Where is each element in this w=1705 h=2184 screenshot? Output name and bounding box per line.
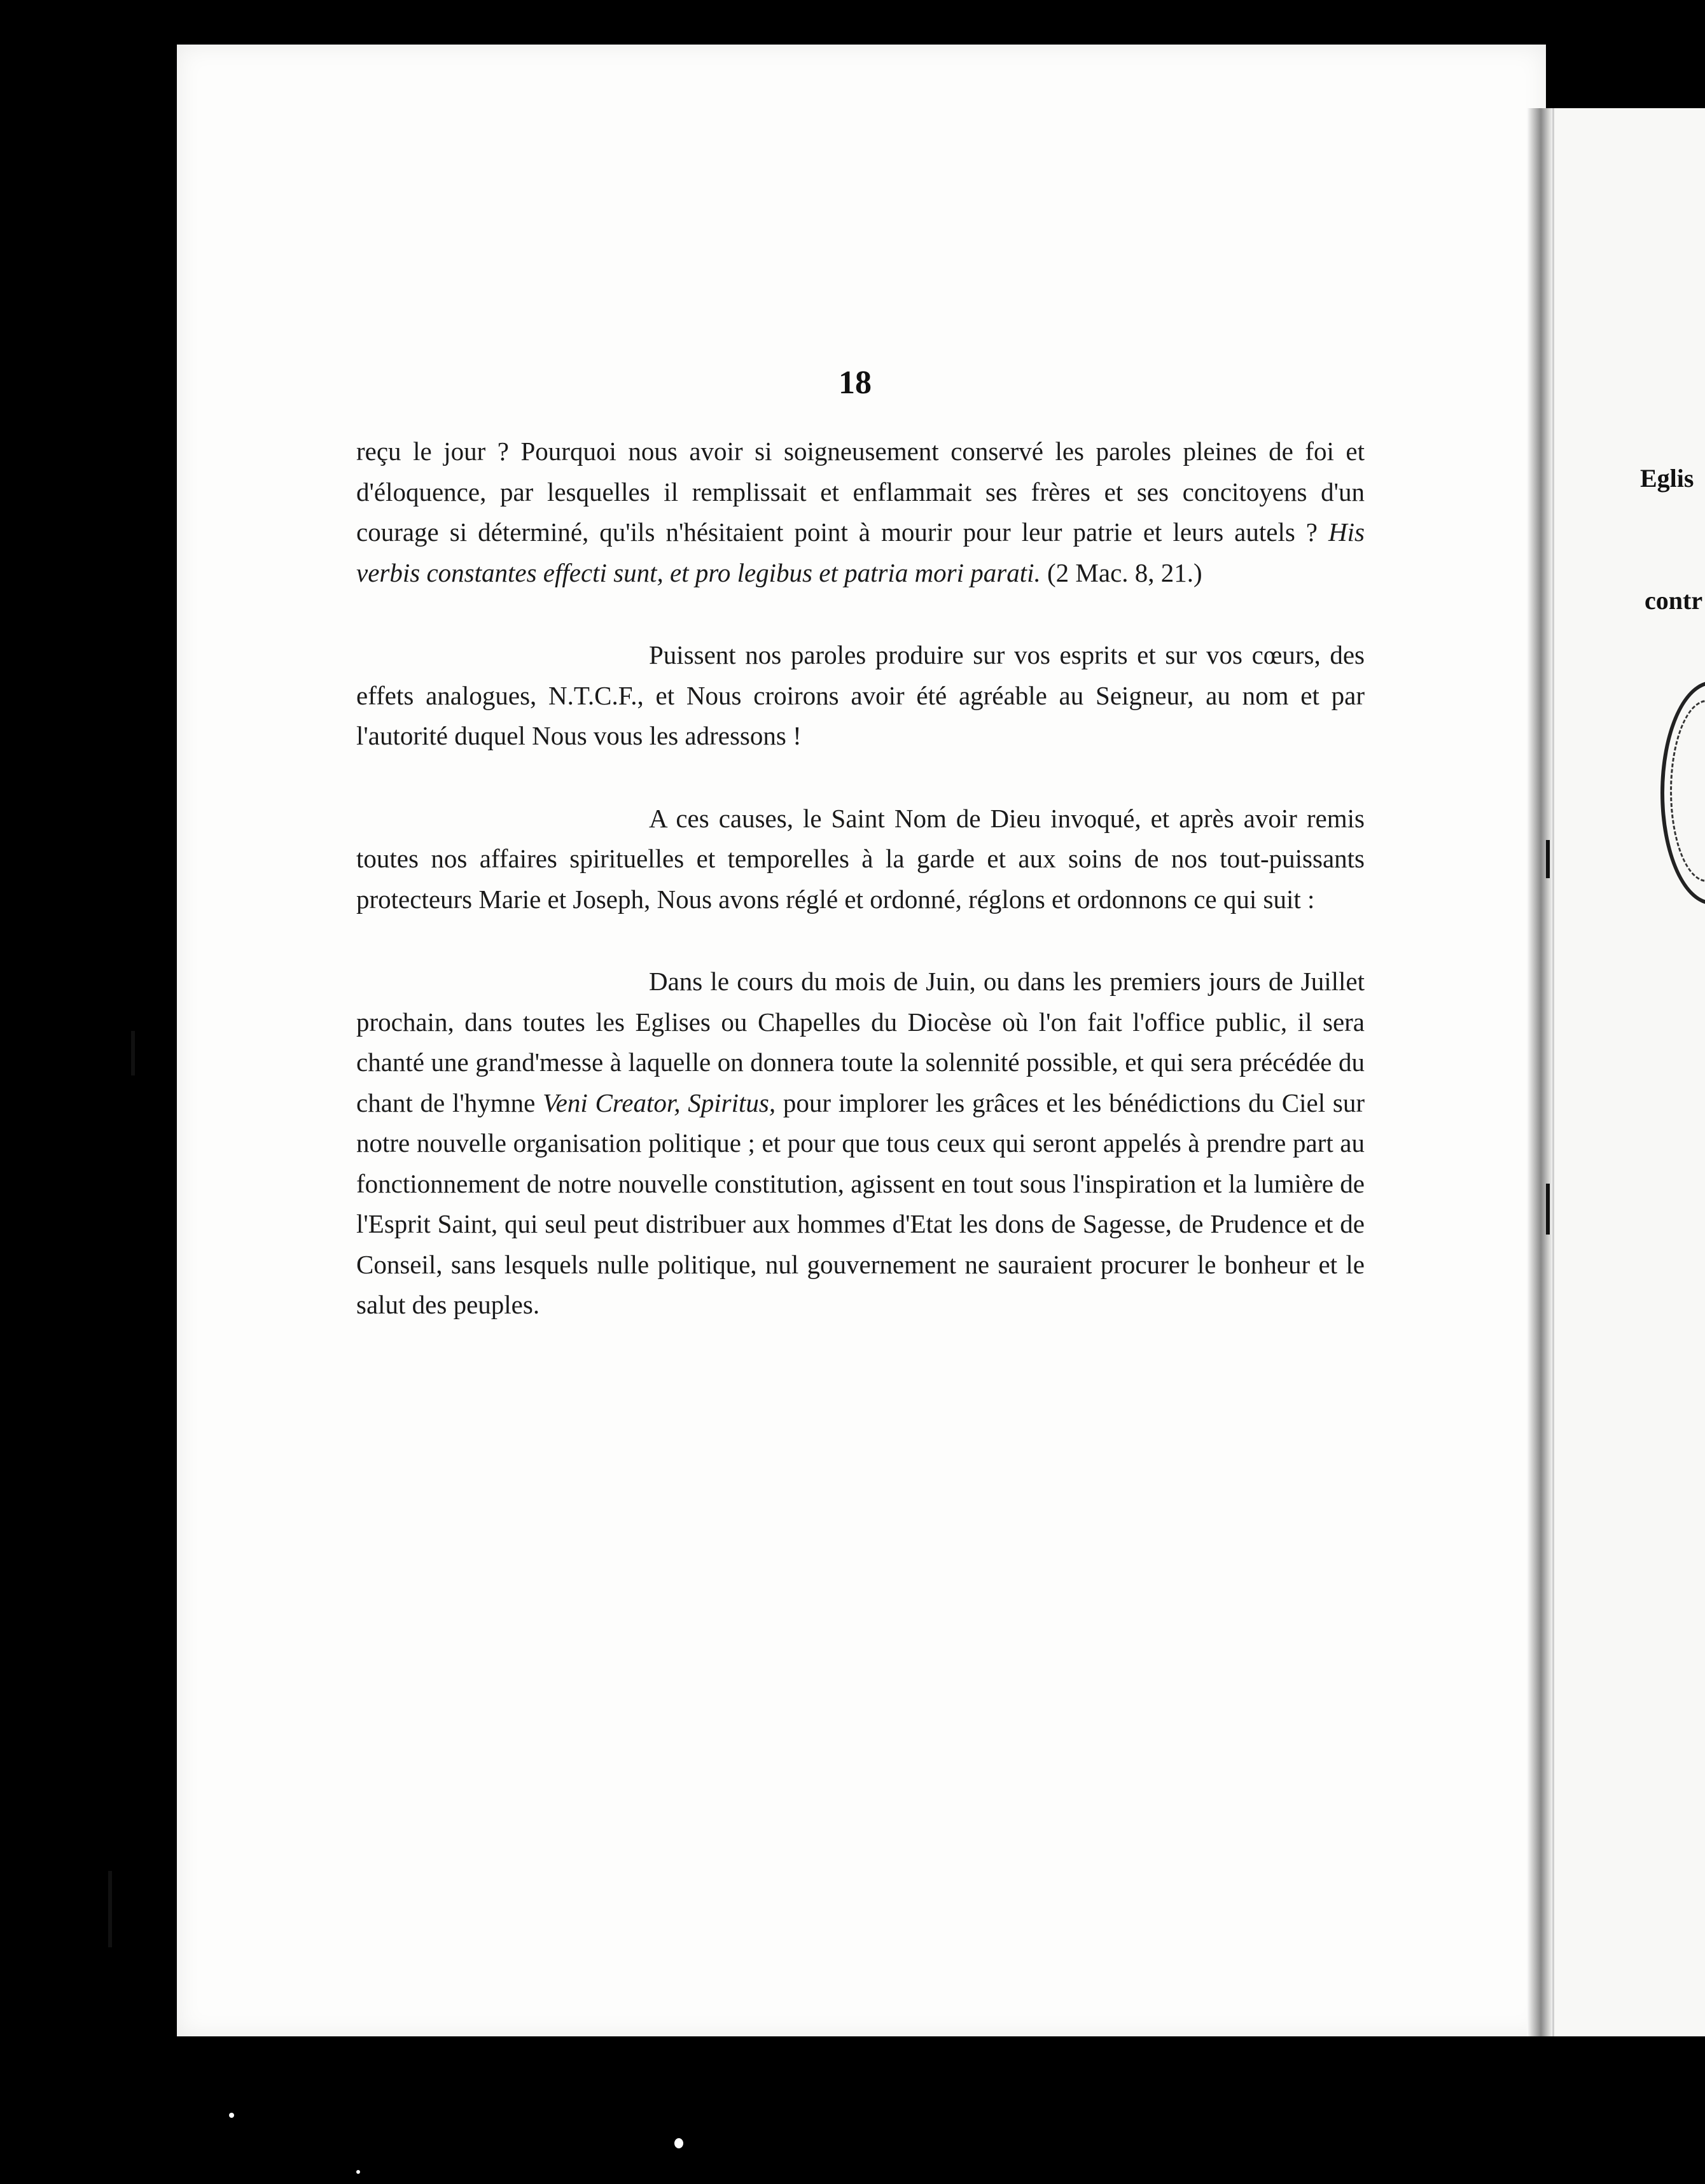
body-text <box>356 431 1365 1368</box>
page-edge-mark <box>131 1031 135 1075</box>
paragraph-1-citation: (2 Mac. 8, 21.) <box>1040 557 1202 587</box>
document-page-right <box>1552 108 1705 2036</box>
page-number: 18 <box>839 365 872 401</box>
paragraph-4-text-continued: pour implorer les grâces et les bénédictions du Ciel sur notre nouvelle organisation politique ; et pour que tous ceux qui seront appelés à prendre part au fonctionnement de notre nouvelle constitution, agissent en tout sous l'inspiration et la lumière de l'Esprit Saint, qui seul peut distribuer aux hommes d'Etat les dons de Sagesse, de Prudence et de Conseil, sans lesquels nulle politique, nul gouvernement ne sauraient procurer le bonheur et le salut des peuples. <box>356 1088 1365 1319</box>
gutter-mark <box>1546 1184 1550 1235</box>
paragraph-4-text: Dans le cours du mois de Juin, ou dans les premiers jours de Juillet prochain, dans toutes les Eglises ou Chapelles du Diocèse où l'on fait l'office public, il sera chanté une grand'messe à laquelle on donnera toute la solennité possible, et qui sera précédée du chant de l'hymne <box>356 967 1365 1117</box>
paragraph-1-text: reçu le jour ? Pourquoi nous avoir si soigneusement conservé les paroles pleines de foi et d'éloquence, par lesquelles il remplissait et enflammait ses frères et ses concitoyens d'un courage si déterminé, qu'ils n'hésitaient point à mourir pour leur patrie et leurs autels ? <box>356 437 1365 547</box>
facing-page-fragment-1: Eglis <box>1640 464 1694 493</box>
paragraph-1 <box>356 431 1365 593</box>
gutter-mark <box>1546 840 1550 878</box>
paragraph-4-hymn-title: Veni Creator, Spiritus, <box>543 1088 776 1117</box>
facing-page-fragment-2: contr <box>1645 586 1703 615</box>
paragraph-4 <box>356 962 1365 1326</box>
paragraph-3-text: A ces causes, le Saint Nom de Dieu invoqué, et après avoir remis toutes nos affaires spirituelles et temporelles à la garde et aux soins de nos tout-puissants protecteurs Marie et Joseph, Nous avons réglé et ordonné, réglons et ordonnons ce qui suit : <box>356 803 1365 914</box>
scan-speck <box>674 2138 683 2148</box>
page-edge-mark <box>108 1871 112 1947</box>
scan-speck <box>229 2113 234 2118</box>
paragraph-1-latin-quote: His verbis constantes effecti sunt, et pro legibus et patria mori parati. <box>356 517 1365 587</box>
paragraph-3 <box>356 799 1365 920</box>
scan-speck <box>356 2170 360 2174</box>
paragraph-2 <box>356 635 1365 757</box>
book-gutter <box>1527 108 1552 2036</box>
paragraph-2-text: Puissent nos paroles produire sur vos esprits et sur vos cœurs, des effets analogues, N.T.C.F., et Nous croirons avoir été agréable au Seigneur, au nom et par l'autorité duquel Nous vous les adressons ! <box>356 640 1365 750</box>
